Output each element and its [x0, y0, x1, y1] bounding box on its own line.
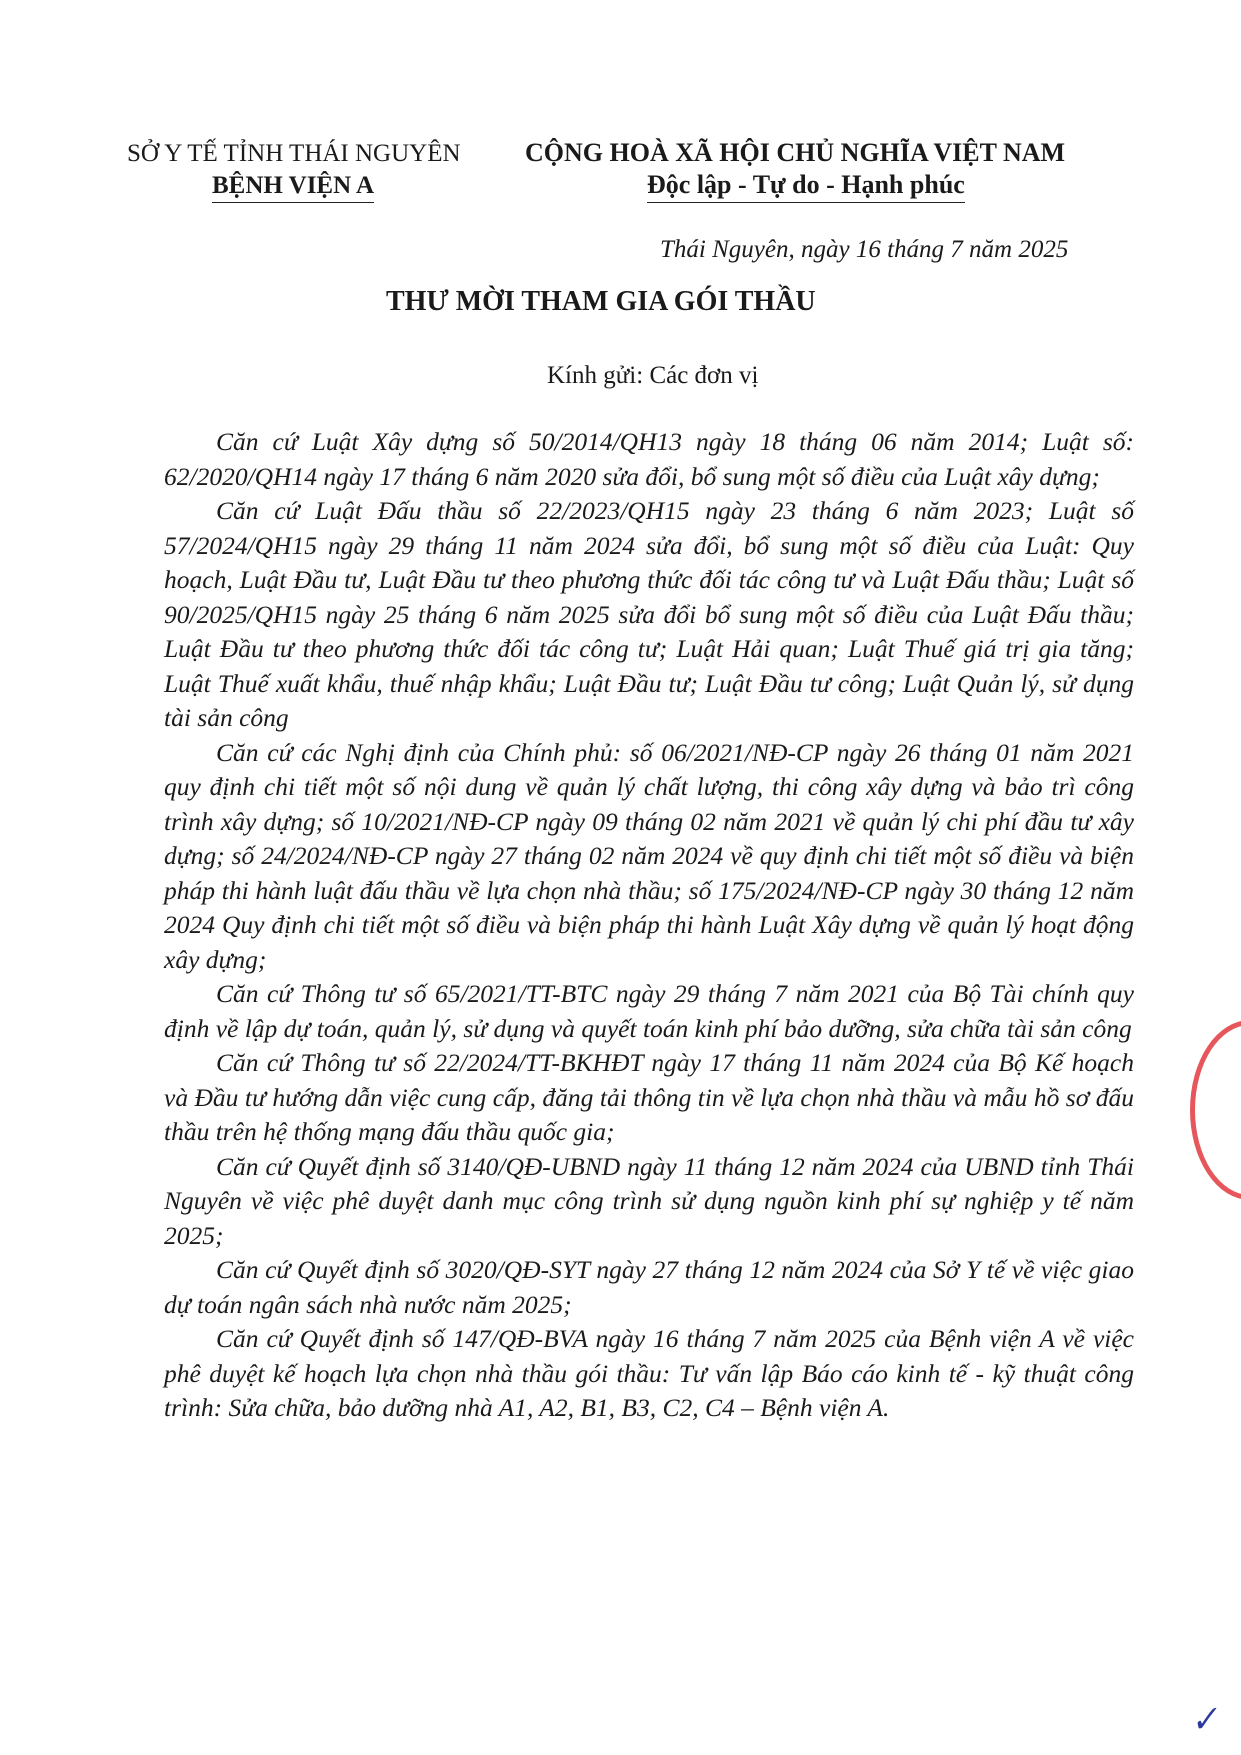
national-motto: Độc lập - Tự do - Hạnh phúc — [647, 170, 965, 203]
paragraph: Căn cứ Thông tư số 22/2024/TT-BKHĐT ngày 17 tháng 11 năm 2024 của Bộ Kế hoạch và Đầu tư hướng dẫn việc cung cấp, đăng tải thông tin về lựa chọn nhà thầu và mẫu hồ sơ đấu thầu trên hệ thống mạng đấu thầu quốc gia; — [164, 1048, 1134, 1146]
document-body — [164, 425, 1134, 1426]
paragraph: Căn cứ Luật Đấu thầu số 22/2023/QH15 ngày 23 tháng 6 năm 2023; Luật số 57/2024/QH15 ngày 29 tháng 11 năm 2024 sửa đổi, bổ sung một số điều của Luật: Quy hoạch, Luật Đầu tư, Luật Đầu tư theo phương thức đối tác công tư và Luật Đấu thầu; Luật số 90/2025/QH15 ngày 25 tháng 6 năm 2025 sửa đổi bổ sung một số điều của Luật Đấu thầu; Luật Đầu tư theo phương thức đối tác công tư; Luật Hải quan; Luật Thuế giá trị gia tăng; Luật Thuế xuất khẩu, thuế nhập khẩu; Luật Đầu tư; Luật Đầu tư công; Luật Quản lý, sử dụng tài sản công — [164, 496, 1134, 732]
red-seal-stamp — [1190, 1020, 1241, 1200]
paragraph: Căn cứ Quyết định số 3140/QĐ-UBND ngày 11 tháng 12 năm 2024 của UBND tỉnh Thái Nguyên về việc phê duyệt danh mục công trình sử dụng nguồn kinh phí sự nghiệp y tế năm 2025; — [164, 1151, 1134, 1250]
paragraph: Căn cứ các Nghị định của Chính phủ: số 06/2021/NĐ-CP ngày 26 tháng 01 năm 2021 quy định chi tiết một số nội dung về quản lý chất lượng, thi công xây dựng và bảo trì công trình xây dựng; số 10/2021/NĐ-CP ngày 09 tháng 02 năm 2021 về quản lý chi phí đầu tư xây dựng; số 24/2024/NĐ-CP ngày 27 tháng 02 năm 2024 về quy định chi tiết một số điều và biện pháp thi hành luật đấu thầu về lựa chọn nhà thầu; số 175/2024/NĐ-CP ngày 30 tháng 12 năm 2024 Quy định chi tiết một số điều và biện pháp thi hành Luật Xây dựng về quản lý hoạt động xây dựng; — [164, 737, 1134, 974]
hospital-name: BỆNH VIỆN A — [212, 172, 374, 203]
paragraph: Căn cứ Quyết định số 147/QĐ-BVA ngày 16 tháng 7 năm 2025 của Bệnh viện A về việc phê duyệt kế hoạch lựa chọn nhà thầu gói thầu: Tư vấn lập Báo cáo kinh tế - kỹ thuật công trình: Sửa chữa, bảo dưỡng nhà A1, A2, B1, B3, C2, C4 – Bệnh viện A. — [164, 1324, 1134, 1422]
paragraph: Căn cứ Luật Xây dựng số 50/2014/QH13 ngày 18 tháng 06 năm 2014; Luật số: 62/2020/QH14 ngày 17 tháng 6 năm 2020 sửa đổi, bổ sung một số điều của Luật xây dựng; — [164, 427, 1134, 491]
date-line: Thái Nguyên, ngày 16 tháng 7 năm 2025 — [660, 236, 1069, 263]
agency-name: SỞ Y TẾ TỈNH THÁI NGUYÊN — [127, 140, 461, 167]
paragraph: Căn cứ Thông tư số 65/2021/TT-BTC ngày 29 tháng 7 năm 2021 của Bộ Tài chính quy định về lập dự toán, quản lý, sử dụng và quyết toán kinh phí bảo dưỡng, sửa chữa tài sản công — [164, 979, 1134, 1043]
greeting: Kính gửi: Các đơn vị — [547, 362, 759, 389]
document-title: THƯ MỜI THAM GIA GÓI THẦU — [386, 286, 816, 317]
signature-mark: ✓ — [1187, 1700, 1222, 1741]
paragraph: Căn cứ Quyết định số 3020/QĐ-SYT ngày 27 tháng 12 năm 2024 của Sở Y tế về việc giao dự toán ngân sách nhà nước năm 2025; — [164, 1255, 1134, 1319]
national-title: CỘNG HOÀ XÃ HỘI CHỦ NGHĨA VIỆT NAM — [525, 138, 1066, 167]
